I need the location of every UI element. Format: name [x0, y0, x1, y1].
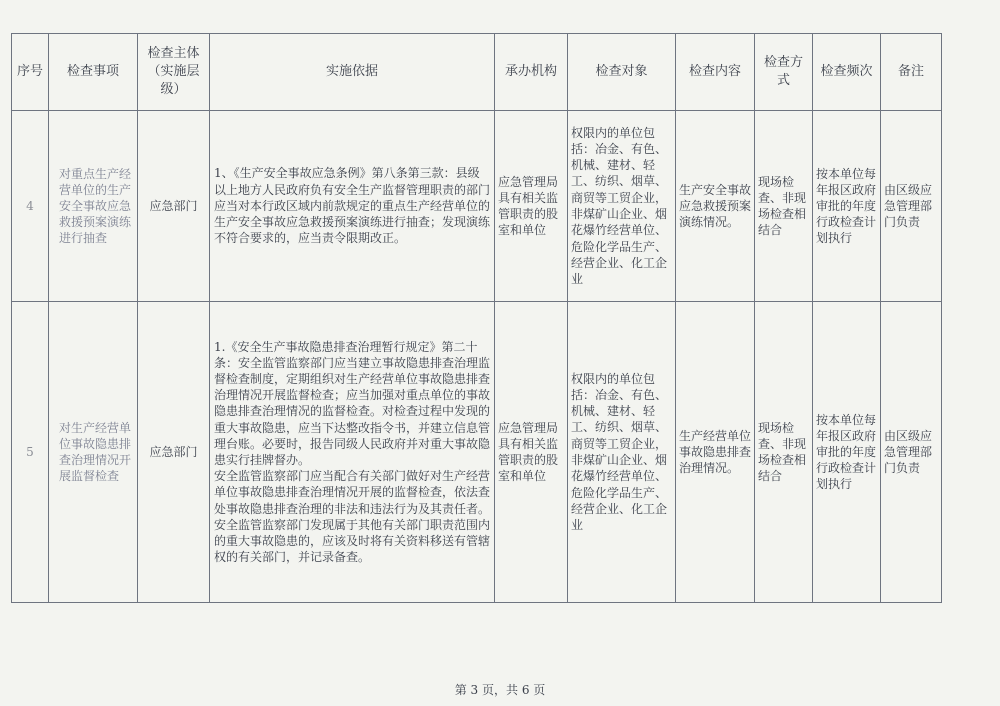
header-method: 检查方式 [755, 34, 813, 111]
cell-agency: 应急管理局具有相关监管职责的股室和单位 [495, 302, 568, 603]
cell-subject: 应急部门 [138, 302, 210, 603]
header-basis: 实施依据 [210, 34, 495, 111]
header-remarks: 备注 [881, 34, 942, 111]
header-target: 检查对象 [568, 34, 676, 111]
header-row [12, 34, 942, 111]
cell-item: 对生产经营单位事故隐患排查治理情况开展监督检查 [49, 302, 138, 603]
cell-seq: 4 [12, 111, 49, 302]
cell-basis: 1、《生产安全事故应急条例》第八条第三款：县级以上地方人民政府负有安全生产监督管理职责的部门应当对本行政区域内前款规定的重点生产经营单位的生产安全事故应急救援预案演练进行抽查；发现演练不符合要求的，应当责令限期改正。 [210, 111, 495, 302]
inspection-table [11, 33, 942, 603]
cell-target: 权限内的单位包括：冶金、有色、机械、建材、轻工、纺织、烟草、商贸等工贸企业，非煤矿山企业、烟花爆竹经营单位、危险化学品生产、经营企业、化工企业 [568, 111, 676, 302]
table-row [12, 111, 942, 302]
cell-remarks: 由区级应急管理部门负责 [881, 111, 942, 302]
cell-frequency: 按本单位每年报区政府审批的年度行政检查计划执行 [813, 111, 881, 302]
cell-item: 对重点生产经营单位的生产安全事故应急救援预案演练进行抽查 [49, 111, 138, 302]
header-seq: 序号 [12, 34, 49, 111]
table-row [12, 302, 942, 603]
header-subject: 检查主体（实施层级） [138, 34, 210, 111]
cell-content: 生产经营单位事故隐患排查治理情况。 [676, 302, 755, 603]
header-frequency: 检查频次 [813, 34, 881, 111]
cell-method: 现场检查、非现场检查相结合 [755, 302, 813, 603]
cell-content: 生产安全事故应急救援预案演练情况。 [676, 111, 755, 302]
header-item: 检查事项 [49, 34, 138, 111]
cell-target: 权限内的单位包括：冶金、有色、机械、建材、轻工、纺织、烟草、商贸等工贸企业，非煤矿山企业、烟花爆竹经营单位、危险化学品生产、经营企业、化工企业 [568, 302, 676, 603]
header-agency: 承办机构 [495, 34, 568, 111]
cell-subject: 应急部门 [138, 111, 210, 302]
cell-seq: 5 [12, 302, 49, 603]
header-content: 检查内容 [676, 34, 755, 111]
cell-frequency: 按本单位每年报区政府审批的年度行政检查计划执行 [813, 302, 881, 603]
cell-method: 现场检查、非现场检查相结合 [755, 111, 813, 302]
cell-basis: 1.《安全生产事故隐患排查治理暂行规定》第二十条：安全监管监察部门应当建立事故隐患排查治理监督检查制度，定期组织对生产经营单位事故隐患排查治理情况开展监督检查；应当加强对重点单位的事故隐患排查治理情况的监督检查。对检查过程中发现的重大事故隐患，应当下达整改指令书，并建立信息管理台账。必要时，报告同级人民政府并对重大事故隐患实行挂牌督办。 安全监管监察部门应当配合有关部门做好对生产经营单位事故隐患排查治理情况开展的监督检查，依法查处事故隐患排查治理的非法和违法行为及其责任者。 安全监管监察部门发现属于其他有关部门职责范围内的重大事故隐患的，应该及时将有关资料移送有管辖权的有关部门，并记录备查。 [210, 302, 495, 603]
cell-agency: 应急管理局具有相关监管职责的股室和单位 [495, 111, 568, 302]
cell-remarks: 由区级应急管理部门负责 [881, 302, 942, 603]
page-indicator: 第 3 页，共 6 页 [454, 683, 546, 697]
